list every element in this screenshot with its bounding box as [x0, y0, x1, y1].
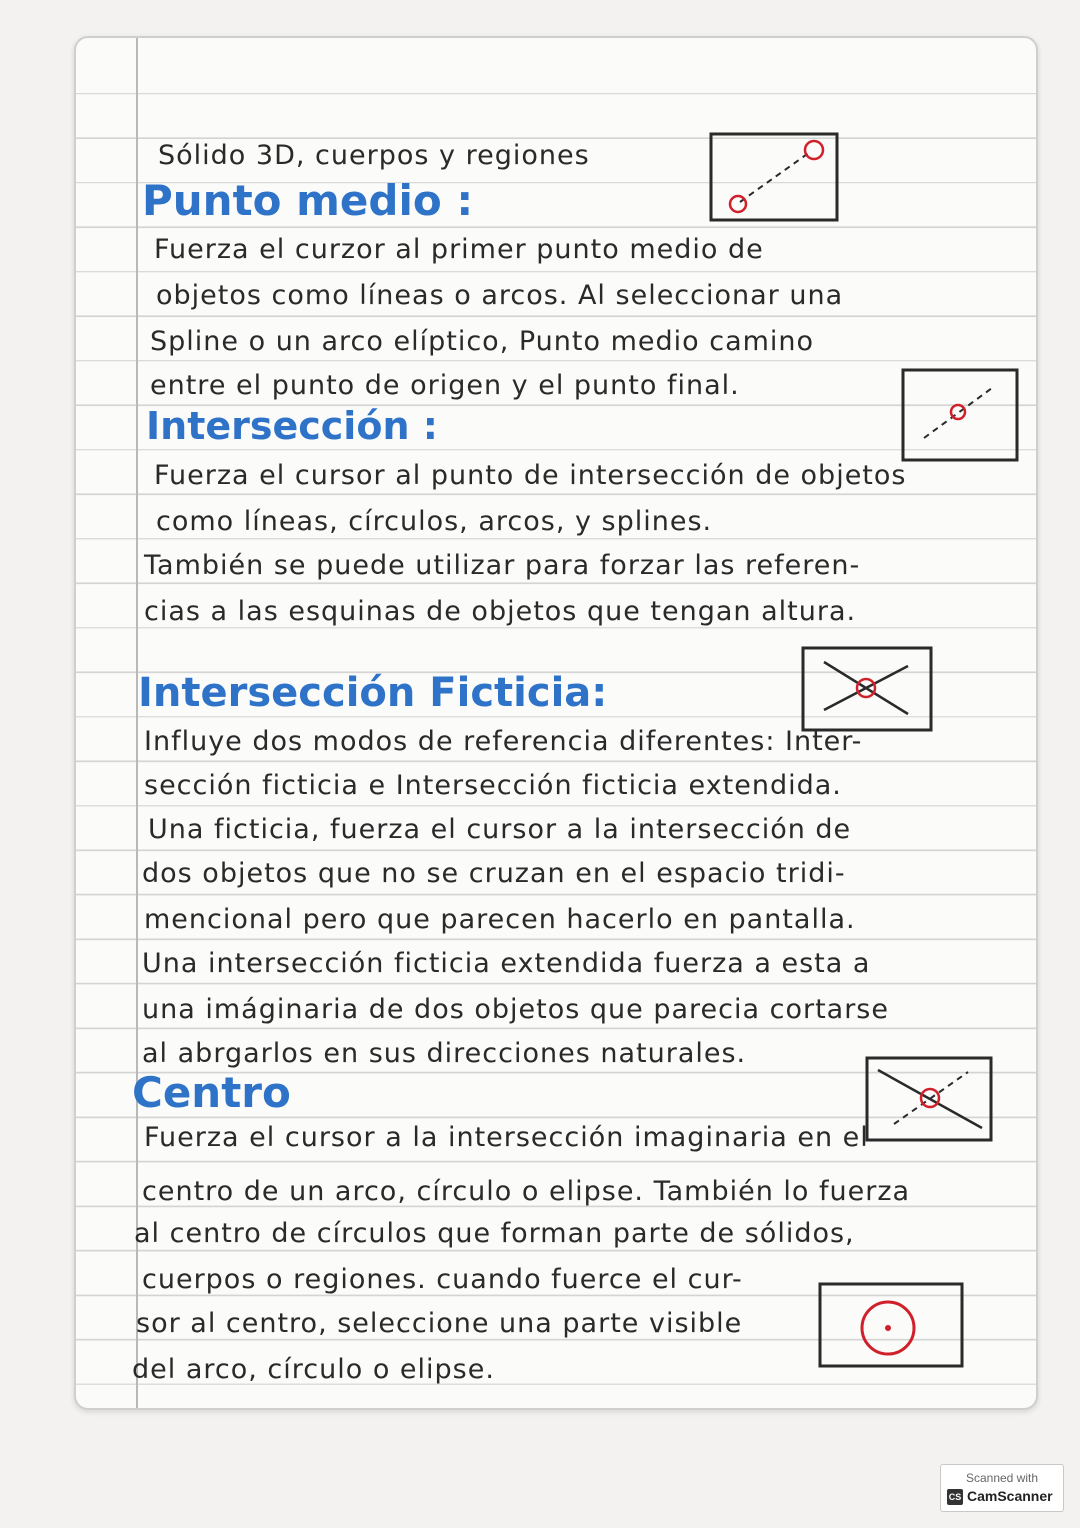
camscanner-badge	[940, 1464, 1064, 1512]
midpoint-diagram	[708, 128, 840, 226]
text-line: sor al centro, seleccione una parte visible	[136, 1308, 743, 1339]
text-line: Influye dos modos de referencia diferentes: Inter-	[144, 726, 863, 757]
text-line: cuerpos o regiones. cuando fuerce el cur-	[142, 1264, 743, 1295]
text-line: dos objetos que no se cruzan en el espacio tridi-	[142, 858, 846, 889]
text-line: Una intersección ficticia extendida fuerza a esta a	[142, 948, 871, 979]
text-line: Fuerza el cursor al punto de intersección de objetos	[154, 460, 907, 491]
margin-line	[136, 38, 138, 1408]
text-line: como líneas, círculos, arcos, y splines.	[156, 506, 713, 537]
text-line: mencional pero que parecen hacerlo en pantalla.	[144, 904, 856, 935]
badge-line2: CamScanner	[967, 1488, 1053, 1504]
center-diagram	[816, 1280, 966, 1370]
extended-intersection-diagram	[864, 1054, 994, 1144]
text-line: entre el punto de origen y el punto final.	[150, 370, 740, 401]
heading-centro: Centro	[132, 1068, 291, 1117]
text-line: sección ficticia e Intersección ficticia extendida.	[144, 770, 842, 801]
heading-interseccion: Intersección :	[146, 404, 438, 448]
heading-punto-medio: Punto medio :	[142, 176, 474, 225]
text-line: al centro de círculos que forman parte de sólidos,	[134, 1218, 855, 1249]
apparent-intersection-diagram	[800, 644, 934, 734]
text-line: Fuerza el curzor al primer punto medio de	[154, 234, 764, 265]
text-line: Una ficticia, fuerza el cursor a la intersección de	[148, 814, 852, 845]
header-line: Sólido 3D, cuerpos y regiones	[158, 140, 590, 171]
text-line: una imáginaria de dos objetos que parecia cortarse	[142, 994, 889, 1025]
text-line: centro de un arco, círculo o elipse. También lo fuerza	[142, 1176, 911, 1207]
text-line: al abrgarlos en sus direcciones naturales.	[142, 1038, 747, 1069]
text-line: Spline o un arco elíptico, Punto medio camino	[150, 326, 815, 357]
text-line: cias a las esquinas de objetos que tengan altura.	[144, 596, 857, 627]
badge-line1: Scanned with	[965, 1471, 1039, 1485]
camscanner-logo-icon: CS	[947, 1489, 963, 1505]
text-line: del arco, círculo o elipse.	[132, 1354, 495, 1385]
intersection-diagram	[900, 366, 1020, 464]
text-line: Fuerza el cursor a la intersección imaginaria en el	[144, 1122, 869, 1153]
text-line: objetos como líneas o arcos. Al seleccionar una	[156, 280, 844, 311]
text-line: También se puede utilizar para forzar las referen-	[144, 550, 861, 581]
heading-interseccion-ficticia: Intersección Ficticia:	[138, 670, 608, 716]
